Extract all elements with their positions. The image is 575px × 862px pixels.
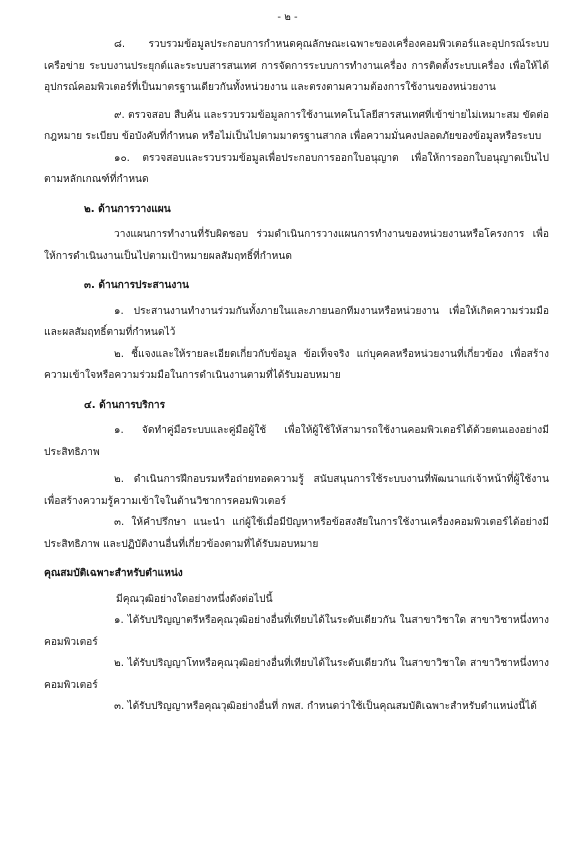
item-8: ๘. รวบรวมข้อมูลประกอบการกำหนดคุณลักษณะเฉพาะของเครื่องคอมพิวเตอร์และอุปกรณ์ระบบเครือข่าย ระบบงานประยุกต์และระบบสารสนเทศ การจัดการระบบการทำงานเครื่อง การติดตั้งระบบเครื่อง เพื่อให้ได้อุปกรณ์คอมพิวเตอร์ที่เป็นมาตรฐานเดียวกันทั้งหน่วยงาน และตรงตามความต้องการใช้งานของหน่วยงาน	[44, 39, 549, 93]
coordination-item-1: ๑. ประสานงานทำงานร่วมกันทั้งภายในและภายนอกทีมงานหรือหน่วยงาน เพื่อให้เกิดความร่วมมือและผลสัมฤทธิ์ตามที่กำหนดไว้	[44, 305, 549, 338]
qualification-1: ๑. ได้รับปริญญาตรีหรือคุณวุฒิอย่างอื่นที่เทียบได้ในระดับเดียวกัน ในสาขาวิชาใด สาขาวิชาหนึ่งทางคอมพิวเตอร์	[44, 615, 549, 648]
qualifications-intro: มีคุณวุฒิอย่างใดอย่างหนึ่งดังต่อไปนี้	[116, 593, 273, 605]
qualification-3: ๓. ได้รับปริญญาหรือคุณวุฒิอย่างอื่นที่ กพส. กำหนดว่าใช้เป็นคุณสมบัติเฉพาะสำหรับตำแหน่งนี้ได้	[114, 701, 537, 712]
service-item-2: ๒. ดำเนินการฝึกอบรมหรือถ่ายทอดความรู้ สนับสนุนการใช้ระบบงานที่พัฒนาแก่เจ้าหน้าที่ผู้ใช้งาน เพื่อสร้างความรู้ความเข้าใจในด้านวิชาการคอมพิวเตอร์	[44, 474, 549, 507]
section-service-title: ๔. ด้านการบริการ	[84, 399, 166, 411]
item-10: ๑๐. ตรวจสอบและรวบรวมข้อมูลเพื่อประกอบการออกใบอนุญาต เพื่อให้การออกใบอนุญาตเป็นไปตามหลักเกณฑ์ที่กำหนด	[44, 152, 549, 185]
section-planning-title: ๒. ด้านการวางแผน	[84, 203, 171, 215]
service-item-1: ๑. จัดทำคู่มือระบบและคู่มือผู้ใช้ เพื่อให้ผู้ใช้ให้สามารถใช้งานคอมพิวเตอร์ได้ด้วยตนเองอย่างมีประสิทธิภาพ	[44, 425, 549, 458]
qualifications-title: คุณสมบัติเฉพาะสำหรับตำแหน่ง	[44, 568, 183, 579]
page-number: - ๒ -	[277, 12, 298, 23]
document-body	[44, 34, 549, 718]
service-item-3: ๓. ให้คำปรึกษา แนะนำ แก่ผู้ใช้เมื่อมีปัญหาหรือข้อสงสัยในการใช้งานเครื่องคอมพิวเตอร์ได้อย่างมีประสิทธิภาพ และปฏิบัติงานอื่นที่เกี่ยวข้องตามที่ได้รับมอบหมาย	[44, 517, 549, 550]
section-coordination-title: ๓. ด้านการประสานงาน	[84, 280, 190, 291]
coordination-item-2: ๒. ชี้แจงและให้รายละเอียดเกี่ยวกับข้อมูล ข้อเท็จจริง แก่บุคคลหรือหน่วยงานที่เกี่ยวข้อง เพื่อสร้างความเข้าใจหรือความร่วมมือในการดำเนินงานตามที่ได้รับมอบหมาย	[44, 348, 549, 381]
item-9: ๙. ตรวจสอบ สืบค้น และรวบรวมข้อมูลการใช้งานเทคโนโลยีสารสนเทศที่เข้าข่ายไม่เหมาะสม ขัดต่อกฎหมาย ระเบียบ ข้อบังคับที่กำหนด หรือไม่เป็นไปตามมาตรฐานสากล เพื่อความมั่นคงปลอดภัยของข้อมูลหรือระบบ	[44, 109, 549, 142]
section-planning-text: วางแผนการทำงานที่รับผิดชอบ ร่วมดำเนินการวางแผนการทำงานของหน่วยงานหรือโครงการ เพื่อให้การดำเนินงานเป็นไปตามเป้าหมายผลสัมฤทธิ์ที่กำหนด	[44, 229, 549, 262]
qualification-2: ๒. ได้รับปริญญาโทหรือคุณวุฒิอย่างอื่นที่เทียบได้ในระดับเดียวกัน ในสาขาวิชาใด สาขาวิชาหนึ่งทางคอมพิวเตอร์	[44, 658, 549, 691]
